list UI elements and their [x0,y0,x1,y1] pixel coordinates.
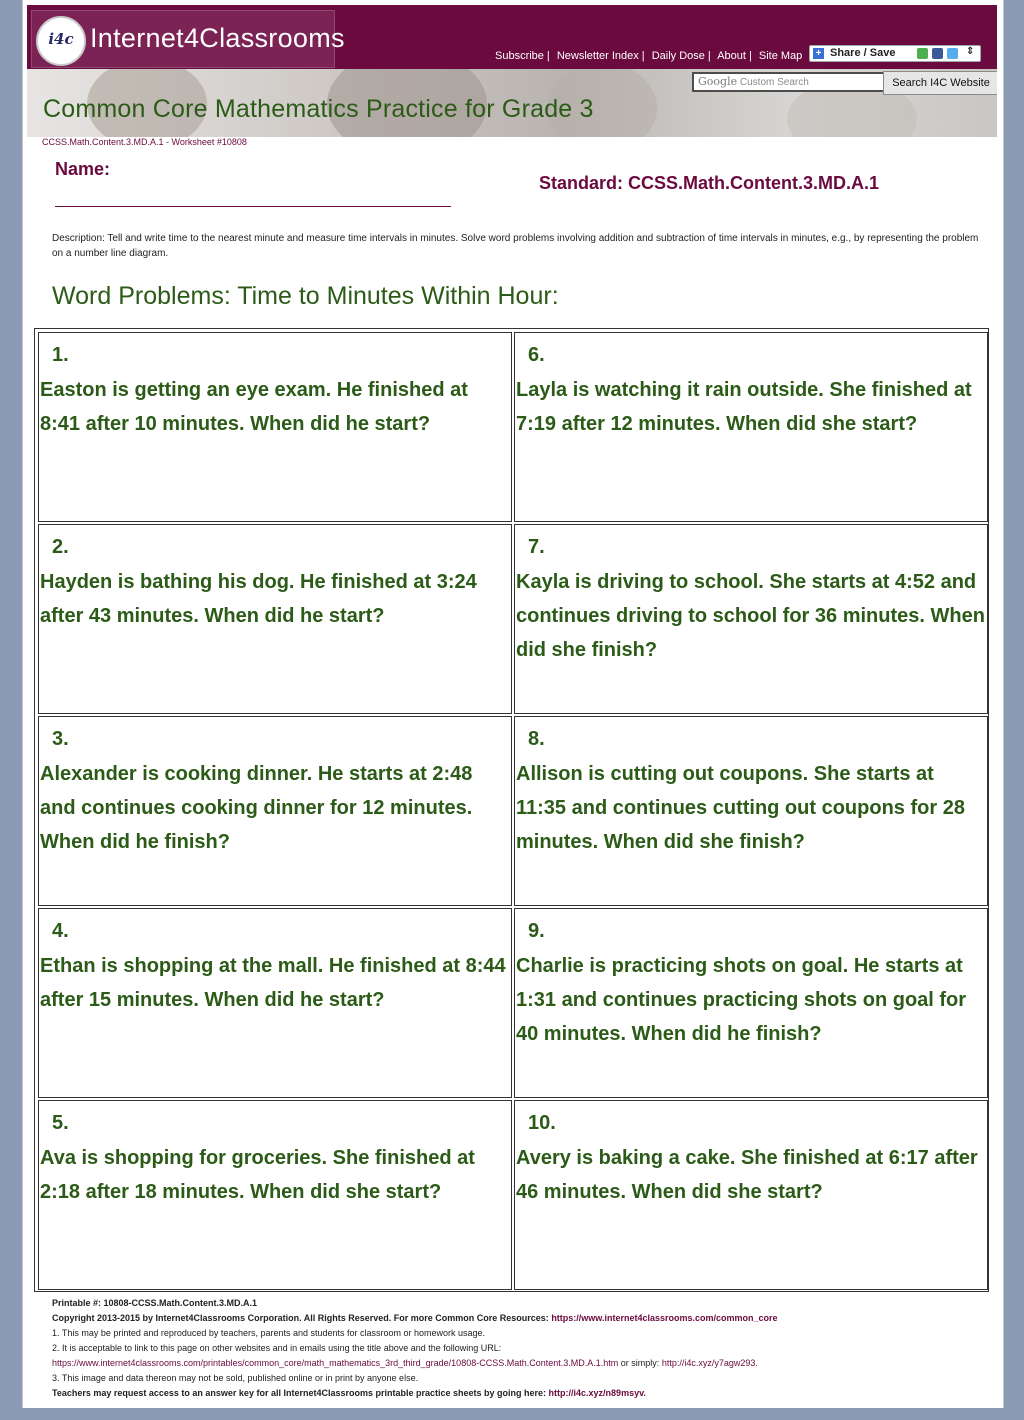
name-label: Name: [55,159,111,179]
search-button[interactable]: Search I4C Website [883,71,997,95]
problem-text: Easton is getting an eye exam. He finished at 8:41 after 10 minutes. When did he start? [40,379,468,435]
problem-number: 3. [52,728,69,750]
note-3: 3. This image and data thereon may not be sold, published online or in print by anyone else. [52,1373,419,1383]
description: Description: Tell and write time to the nearest minute and measure time intervals in minutes. Solve word problems involving addition and subtraction of time intervals in minutes, e.g., by representing the problem on a number line diagram. [52,233,979,259]
standard-label: Standard: CCSS.Math.Content.3.MD.A.1 [539,173,880,193]
nav-newsletter-index[interactable]: Newsletter Index [556,50,639,62]
problem-cell [38,332,512,522]
problem-text: Alexander is cooking dinner. He starts at 2:48 and continues cooking dinner for 12 minutes. When did he finish? [40,763,473,853]
answer-key-line [52,1386,992,1401]
problem-cell [514,716,988,906]
problem-number: 7. [528,536,545,558]
footer [52,1296,992,1401]
note-2-urls [52,1356,992,1371]
site-logo[interactable] [31,10,345,68]
site-header [27,5,997,69]
twitter-icon [947,48,958,59]
problem-text: Hayden is bathing his dog. He finished at 3:24 after 43 minutes. When did he start? [40,571,477,627]
problem-number: 10. [528,1112,556,1134]
note-1: 1. This may be printed and reproduced by teachers, parents and students for classroom or homework usage. [52,1328,486,1338]
nav-about[interactable]: About [717,50,746,62]
top-nav: Subscribe | Newsletter Index | Daily Dose | About | Site Map [495,50,803,62]
problem-text: Kayla is driving to school. She starts at 4:52 and continues driving to school for 36 minutes. When did she finish? [516,571,985,661]
problem-text: Charlie is practicing shots on goal. He starts at 1:31 and continues practicing shots on goal for 40 minutes. When did he finish? [516,955,967,1045]
worksheet-page [22,0,1004,1408]
search-placeholder: Custom Search [739,77,809,88]
worksheet-reference: CCSS.Math.Content.3.MD.A.1 - Worksheet #10808 [42,137,247,147]
share-plus-icon: + [813,48,824,59]
problem-number: 5. [52,1112,69,1134]
or-simply-text: or simply: [620,1358,660,1368]
problem-number: 4. [52,920,69,942]
nav-subscribe[interactable]: Subscribe [495,50,544,62]
answer-key-text: Teachers may request access to an answer key for all Internet4Classrooms printable practice sheets by going here: [52,1388,547,1398]
name-line [55,206,451,207]
problem-number: 6. [528,344,545,366]
copyright-line [52,1311,992,1326]
problems-grid [34,328,989,1292]
problem-text: Ethan is shopping at the mall. He finished at 8:44 after 15 minutes. When did he start? [40,955,506,1011]
problem-cell [514,332,988,522]
problem-cell [38,1100,512,1290]
chevron-updown-icon: ⇕ [966,46,975,57]
nav-site-map[interactable]: Site Map [758,50,803,62]
note-2: 2. It is acceptable to link to this page on other websites and in emails using the title above and the following URL: [52,1343,502,1353]
printable-number: Printable #: 10808-CCSS.Math.Content.3.MD.A.1 [52,1298,258,1308]
common-core-link[interactable]: https://www.internet4classrooms.com/common_core [551,1313,778,1323]
problem-text: Ava is shopping for groceries. She finished at 2:18 after 18 minutes. When did she start? [40,1147,475,1203]
problem-text: Allison is cutting out coupons. She starts at 11:35 and continues cutting out coupons for 28 minutes. When did she finish? [516,763,965,853]
copyright-text: Copyright 2013-2015 by Internet4Classrooms Corporation. All Rights Reserved. For more Common Core Resources: [52,1313,549,1323]
problem-cell [514,908,988,1098]
search-input[interactable] [692,72,886,92]
problem-cell [38,524,512,714]
answer-key-link[interactable]: http://i4c.xyz/n89msyv. [548,1388,646,1398]
problem-cell [38,716,512,906]
section-title: Word Problems: Time to Minutes Within Hour: [52,282,559,310]
problem-text: Layla is watching it rain outside. She finished at 7:19 after 12 minutes. When did she start? [516,379,972,435]
google-logo: Google [698,75,738,88]
share-save-button[interactable] [809,45,981,62]
problem-number: 9. [528,920,545,942]
nav-daily-dose[interactable]: Daily Dose [651,50,705,62]
email-share-icon [917,48,928,59]
facebook-icon [932,48,943,59]
problem-number: 8. [528,728,545,750]
worksheet-url-link[interactable]: https://www.internet4classrooms.com/printables/common_core/math_mathematics_3rd_third_grade/10808-CCSS.Math.Content.3.MD.A.1.htm [52,1358,619,1368]
banner [27,69,997,137]
short-url-link[interactable]: http://i4c.xyz/y7agw293. [661,1358,758,1368]
i4c-logo-icon [36,16,86,66]
share-save-label: Share / Save [830,47,896,59]
logo-text: Internet4Classrooms [90,23,345,53]
problem-cell [514,524,988,714]
page-title: Common Core Mathematics Practice for Grade 3 [43,95,594,123]
problem-cell [514,1100,988,1290]
problem-number: 2. [52,536,69,558]
logo-mark-text: i4c [48,30,74,48]
problem-text: Avery is baking a cake. She finished at 6:17 after 46 minutes. When did she start? [516,1147,978,1203]
problem-number: 1. [52,344,69,366]
problem-cell [38,908,512,1098]
